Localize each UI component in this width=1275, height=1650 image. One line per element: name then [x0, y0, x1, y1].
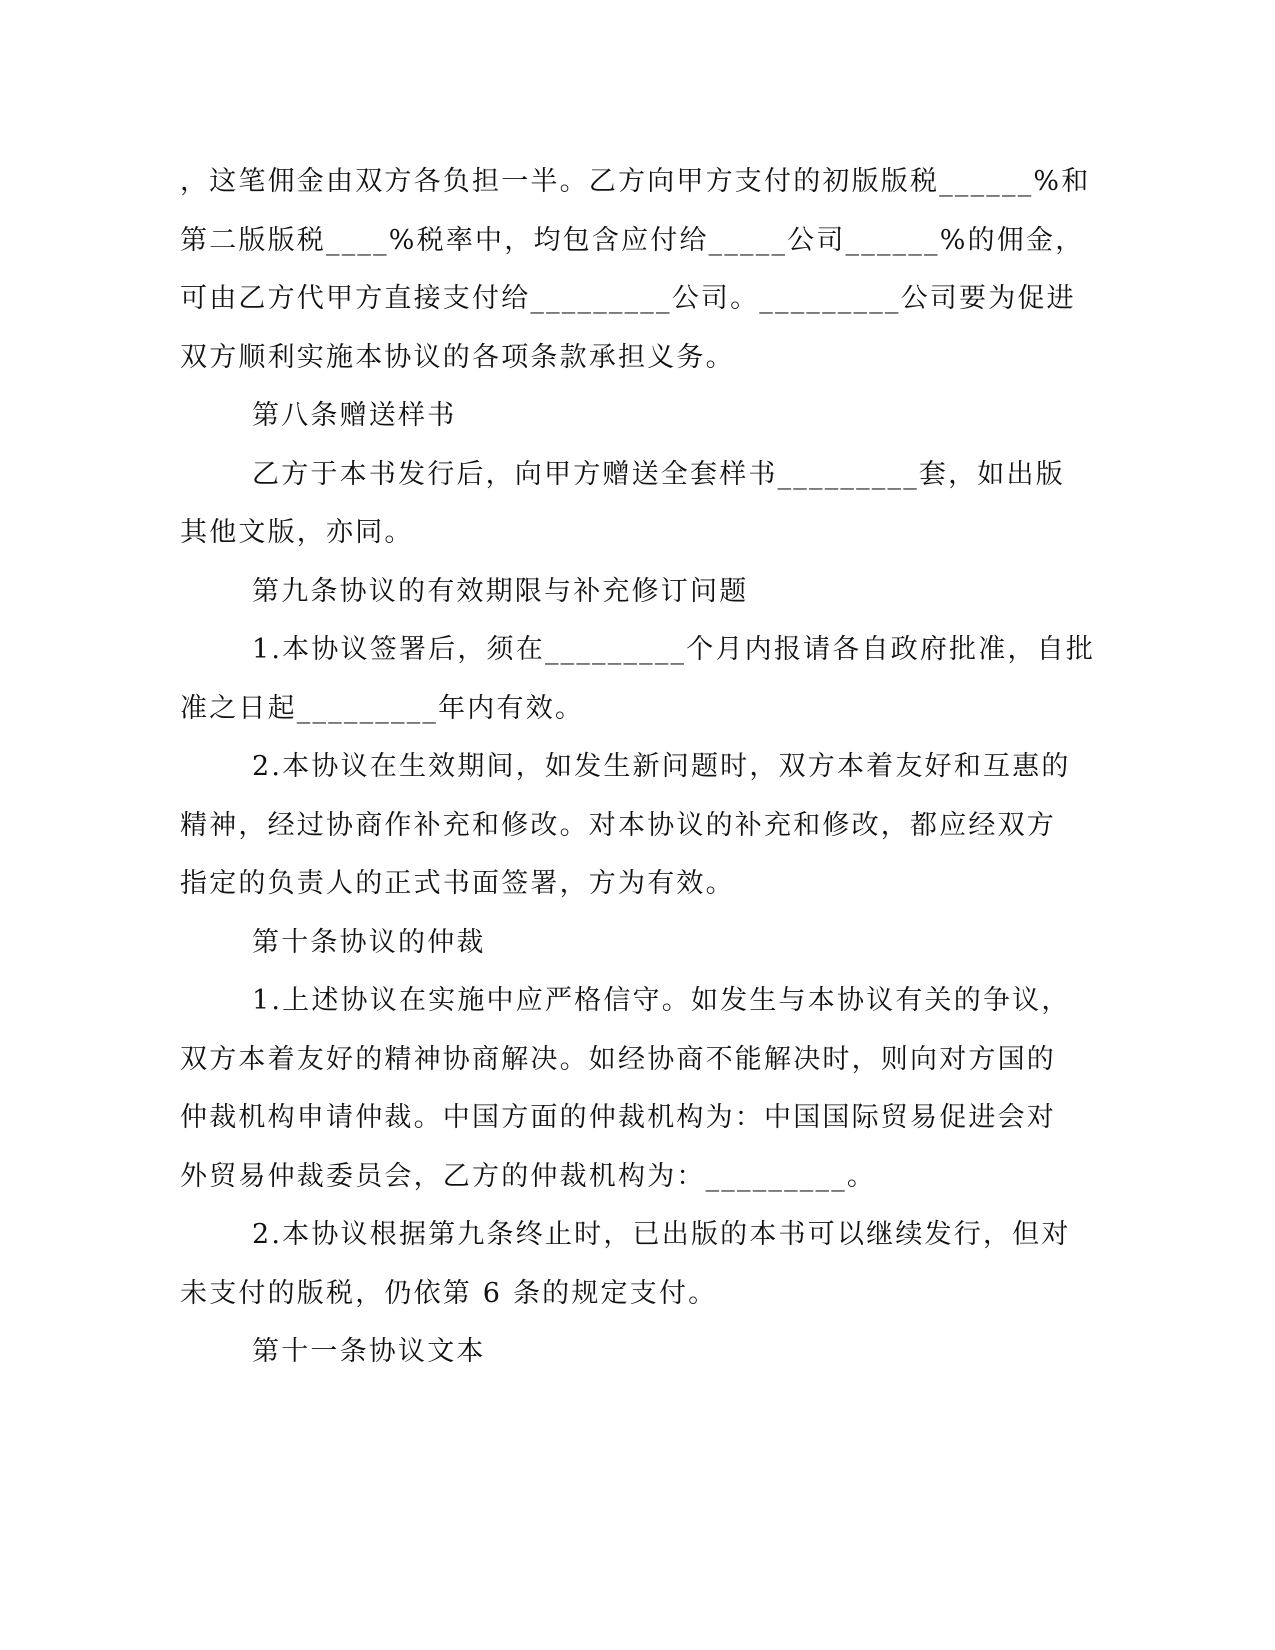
text-line-13: 指定的负责人的正式书面签署，方为有效。 — [180, 868, 735, 899]
text-line-20: 未支付的版税，仍依第 6 条的规定支付。 — [180, 1277, 718, 1309]
article-10-heading: 第十条协议的仲裁 — [252, 926, 486, 958]
text-line-17: 仲裁机构申请仲裁。中国方面的仲裁机构为：中国国际贸易促进会对 — [180, 1102, 1056, 1133]
text-line-1: ，这笔佣金由双方各负担一半。乙方向甲方支付的初版版税______%和 — [180, 166, 1091, 197]
text-line-16: 双方本着友好的精神协商解决。如经协商不能解决时，则向对方国的 — [180, 1043, 1056, 1075]
text-line-18: 外贸易仲裁委员会，乙方的仲裁机构为：_________。 — [180, 1160, 877, 1192]
article-11-heading: 第十一条协议文本 — [252, 1336, 486, 1367]
article-9-heading: 第九条协议的有效期限与补充修订问题 — [252, 575, 749, 607]
text-line-12: 精神，经过协商作补充和修改。对本协议的补充和修改，都应经双方 — [180, 809, 1056, 841]
text-line-10: 准之日起_________年内有效。 — [180, 692, 585, 724]
text-line-2: 第二版版税____%税率中，均包含应付给_____公司______%的佣金， — [180, 224, 1085, 256]
text-line-11: 2.本协议在生效期间，如发生新问题时，双方本着友好和互惠的 — [252, 751, 1071, 782]
text-line-7: 其他文版，亦同。 — [180, 517, 414, 548]
document-body — [180, 153, 1096, 1382]
text-line-9: 1.本协议签署后，须在_________个月内报请各自政府批准，自批 — [252, 634, 1096, 665]
text-line-6: 乙方于本书发行后，向甲方赠送全套样书_________套，如出版 — [252, 458, 1065, 490]
text-line-4: 双方顺利实施本协议的各项条款承担义务。 — [180, 341, 735, 373]
text-line-3: 可由乙方代甲方直接支付给_________公司。_________公司要为促进 — [180, 283, 1076, 314]
text-line-15: 1.上述协议在实施中应严格信守。如发生与本协议有关的争议， — [252, 985, 1071, 1016]
article-8-heading: 第八条赠送样书 — [252, 400, 457, 431]
text-line-19: 2.本协议根据第九条终止时，已出版的本书可以继续发行，但对 — [252, 1219, 1071, 1250]
